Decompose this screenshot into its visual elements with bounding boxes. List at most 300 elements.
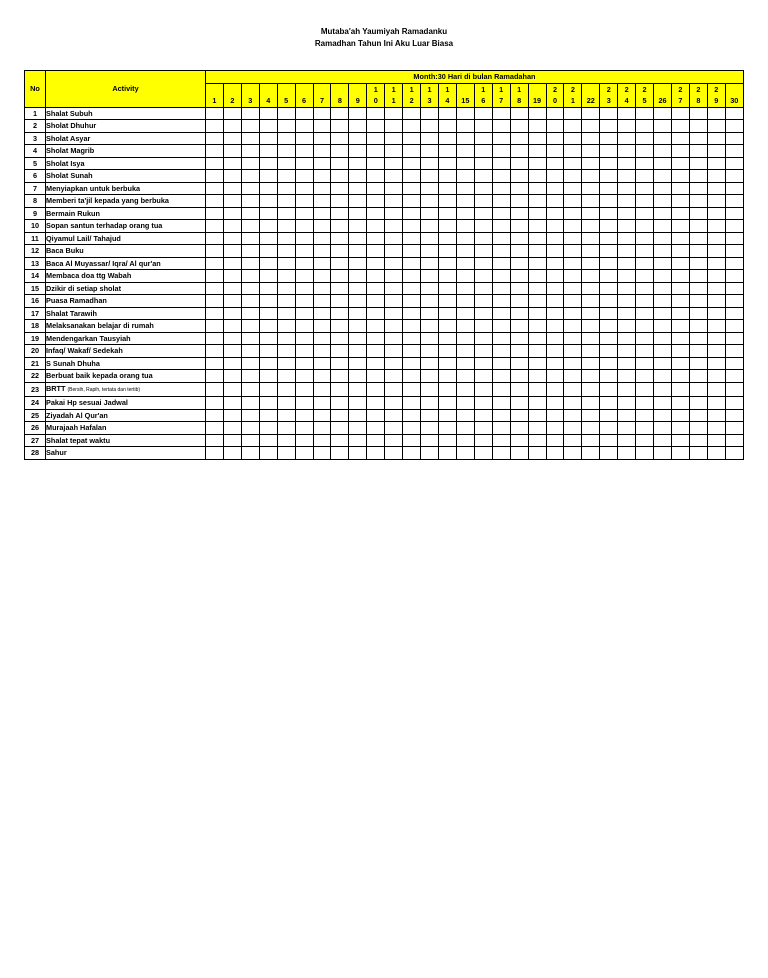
checkbox-cell[interactable]: [438, 295, 456, 308]
checkbox-cell[interactable]: [438, 257, 456, 270]
checkbox-cell[interactable]: [546, 220, 564, 233]
checkbox-cell[interactable]: [456, 245, 474, 258]
checkbox-cell[interactable]: [564, 270, 582, 283]
checkbox-cell[interactable]: [456, 120, 474, 133]
checkbox-cell[interactable]: [349, 370, 367, 383]
checkbox-cell[interactable]: [564, 232, 582, 245]
checkbox-cell[interactable]: [403, 220, 421, 233]
checkbox-cell[interactable]: [223, 447, 241, 460]
checkbox-cell[interactable]: [313, 422, 331, 435]
checkbox-cell[interactable]: [510, 370, 528, 383]
checkbox-cell[interactable]: [600, 132, 618, 145]
checkbox-cell[interactable]: [636, 345, 654, 358]
checkbox-cell[interactable]: [241, 282, 259, 295]
checkbox-cell[interactable]: [421, 409, 439, 422]
checkbox-cell[interactable]: [689, 182, 707, 195]
checkbox-cell[interactable]: [331, 207, 349, 220]
checkbox-cell[interactable]: [725, 332, 743, 345]
checkbox-cell[interactable]: [654, 120, 672, 133]
checkbox-cell[interactable]: [582, 257, 600, 270]
checkbox-cell[interactable]: [618, 409, 636, 422]
checkbox-cell[interactable]: [689, 270, 707, 283]
checkbox-cell[interactable]: [295, 145, 313, 158]
checkbox-cell[interactable]: [259, 345, 277, 358]
checkbox-cell[interactable]: [689, 422, 707, 435]
checkbox-cell[interactable]: [600, 145, 618, 158]
checkbox-cell[interactable]: [582, 307, 600, 320]
checkbox-cell[interactable]: [528, 257, 546, 270]
checkbox-cell[interactable]: [636, 207, 654, 220]
checkbox-cell[interactable]: [313, 107, 331, 120]
checkbox-cell[interactable]: [421, 120, 439, 133]
checkbox-cell[interactable]: [385, 182, 403, 195]
checkbox-cell[interactable]: [510, 195, 528, 208]
checkbox-cell[interactable]: [564, 332, 582, 345]
checkbox-cell[interactable]: [259, 422, 277, 435]
checkbox-cell[interactable]: [600, 257, 618, 270]
checkbox-cell[interactable]: [223, 132, 241, 145]
checkbox-cell[interactable]: [564, 107, 582, 120]
checkbox-cell[interactable]: [689, 170, 707, 183]
checkbox-cell[interactable]: [654, 422, 672, 435]
checkbox-cell[interactable]: [582, 120, 600, 133]
checkbox-cell[interactable]: [600, 120, 618, 133]
checkbox-cell[interactable]: [546, 195, 564, 208]
checkbox-cell[interactable]: [385, 270, 403, 283]
checkbox-cell[interactable]: [223, 382, 241, 397]
checkbox-cell[interactable]: [259, 270, 277, 283]
checkbox-cell[interactable]: [313, 382, 331, 397]
checkbox-cell[interactable]: [600, 195, 618, 208]
checkbox-cell[interactable]: [671, 257, 689, 270]
checkbox-cell[interactable]: [564, 207, 582, 220]
checkbox-cell[interactable]: [349, 282, 367, 295]
checkbox-cell[interactable]: [582, 182, 600, 195]
checkbox-cell[interactable]: [456, 270, 474, 283]
checkbox-cell[interactable]: [564, 245, 582, 258]
checkbox-cell[interactable]: [725, 397, 743, 410]
checkbox-cell[interactable]: [403, 434, 421, 447]
checkbox-cell[interactable]: [385, 307, 403, 320]
checkbox-cell[interactable]: [636, 132, 654, 145]
checkbox-cell[interactable]: [277, 220, 295, 233]
checkbox-cell[interactable]: [725, 132, 743, 145]
checkbox-cell[interactable]: [671, 145, 689, 158]
checkbox-cell[interactable]: [295, 295, 313, 308]
checkbox-cell[interactable]: [223, 257, 241, 270]
checkbox-cell[interactable]: [223, 182, 241, 195]
checkbox-cell[interactable]: [349, 207, 367, 220]
checkbox-cell[interactable]: [510, 382, 528, 397]
checkbox-cell[interactable]: [564, 382, 582, 397]
checkbox-cell[interactable]: [349, 332, 367, 345]
checkbox-cell[interactable]: [546, 257, 564, 270]
checkbox-cell[interactable]: [492, 195, 510, 208]
checkbox-cell[interactable]: [331, 370, 349, 383]
checkbox-cell[interactable]: [707, 232, 725, 245]
checkbox-cell[interactable]: [707, 345, 725, 358]
checkbox-cell[interactable]: [403, 422, 421, 435]
checkbox-cell[interactable]: [331, 195, 349, 208]
checkbox-cell[interactable]: [654, 157, 672, 170]
checkbox-cell[interactable]: [707, 107, 725, 120]
checkbox-cell[interactable]: [636, 220, 654, 233]
checkbox-cell[interactable]: [707, 434, 725, 447]
checkbox-cell[interactable]: [636, 370, 654, 383]
checkbox-cell[interactable]: [223, 107, 241, 120]
checkbox-cell[interactable]: [367, 195, 385, 208]
checkbox-cell[interactable]: [331, 132, 349, 145]
checkbox-cell[interactable]: [241, 332, 259, 345]
checkbox-cell[interactable]: [618, 232, 636, 245]
checkbox-cell[interactable]: [385, 295, 403, 308]
checkbox-cell[interactable]: [582, 270, 600, 283]
checkbox-cell[interactable]: [474, 120, 492, 133]
checkbox-cell[interactable]: [707, 397, 725, 410]
checkbox-cell[interactable]: [546, 307, 564, 320]
checkbox-cell[interactable]: [349, 120, 367, 133]
checkbox-cell[interactable]: [241, 182, 259, 195]
checkbox-cell[interactable]: [456, 320, 474, 333]
checkbox-cell[interactable]: [206, 345, 224, 358]
checkbox-cell[interactable]: [510, 232, 528, 245]
checkbox-cell[interactable]: [618, 120, 636, 133]
checkbox-cell[interactable]: [403, 397, 421, 410]
checkbox-cell[interactable]: [259, 357, 277, 370]
checkbox-cell[interactable]: [367, 120, 385, 133]
checkbox-cell[interactable]: [707, 195, 725, 208]
checkbox-cell[interactable]: [385, 132, 403, 145]
checkbox-cell[interactable]: [313, 170, 331, 183]
checkbox-cell[interactable]: [277, 120, 295, 133]
checkbox-cell[interactable]: [331, 157, 349, 170]
checkbox-cell[interactable]: [492, 270, 510, 283]
checkbox-cell[interactable]: [474, 157, 492, 170]
checkbox-cell[interactable]: [277, 232, 295, 245]
checkbox-cell[interactable]: [349, 320, 367, 333]
checkbox-cell[interactable]: [600, 434, 618, 447]
checkbox-cell[interactable]: [636, 307, 654, 320]
checkbox-cell[interactable]: [528, 120, 546, 133]
checkbox-cell[interactable]: [277, 434, 295, 447]
checkbox-cell[interactable]: [528, 357, 546, 370]
checkbox-cell[interactable]: [546, 447, 564, 460]
checkbox-cell[interactable]: [259, 132, 277, 145]
checkbox-cell[interactable]: [241, 345, 259, 358]
checkbox-cell[interactable]: [331, 422, 349, 435]
checkbox-cell[interactable]: [421, 132, 439, 145]
checkbox-cell[interactable]: [689, 207, 707, 220]
checkbox-cell[interactable]: [528, 345, 546, 358]
checkbox-cell[interactable]: [564, 182, 582, 195]
checkbox-cell[interactable]: [492, 232, 510, 245]
checkbox-cell[interactable]: [474, 107, 492, 120]
checkbox-cell[interactable]: [528, 320, 546, 333]
checkbox-cell[interactable]: [421, 332, 439, 345]
checkbox-cell[interactable]: [707, 132, 725, 145]
checkbox-cell[interactable]: [385, 245, 403, 258]
checkbox-cell[interactable]: [636, 145, 654, 158]
checkbox-cell[interactable]: [295, 332, 313, 345]
checkbox-cell[interactable]: [546, 382, 564, 397]
checkbox-cell[interactable]: [403, 120, 421, 133]
checkbox-cell[interactable]: [671, 107, 689, 120]
checkbox-cell[interactable]: [492, 370, 510, 383]
checkbox-cell[interactable]: [564, 370, 582, 383]
checkbox-cell[interactable]: [600, 170, 618, 183]
checkbox-cell[interactable]: [492, 382, 510, 397]
checkbox-cell[interactable]: [654, 220, 672, 233]
checkbox-cell[interactable]: [474, 345, 492, 358]
checkbox-cell[interactable]: [331, 320, 349, 333]
checkbox-cell[interactable]: [259, 195, 277, 208]
checkbox-cell[interactable]: [456, 397, 474, 410]
checkbox-cell[interactable]: [654, 195, 672, 208]
checkbox-cell[interactable]: [618, 397, 636, 410]
checkbox-cell[interactable]: [474, 397, 492, 410]
checkbox-cell[interactable]: [474, 370, 492, 383]
checkbox-cell[interactable]: [618, 245, 636, 258]
checkbox-cell[interactable]: [367, 145, 385, 158]
checkbox-cell[interactable]: [671, 357, 689, 370]
checkbox-cell[interactable]: [385, 170, 403, 183]
checkbox-cell[interactable]: [707, 422, 725, 435]
checkbox-cell[interactable]: [259, 295, 277, 308]
checkbox-cell[interactable]: [564, 257, 582, 270]
checkbox-cell[interactable]: [421, 170, 439, 183]
checkbox-cell[interactable]: [600, 295, 618, 308]
checkbox-cell[interactable]: [492, 320, 510, 333]
checkbox-cell[interactable]: [206, 295, 224, 308]
checkbox-cell[interactable]: [689, 195, 707, 208]
checkbox-cell[interactable]: [241, 157, 259, 170]
checkbox-cell[interactable]: [206, 382, 224, 397]
checkbox-cell[interactable]: [600, 320, 618, 333]
checkbox-cell[interactable]: [241, 207, 259, 220]
checkbox-cell[interactable]: [654, 397, 672, 410]
checkbox-cell[interactable]: [689, 220, 707, 233]
checkbox-cell[interactable]: [636, 245, 654, 258]
checkbox-cell[interactable]: [367, 245, 385, 258]
checkbox-cell[interactable]: [367, 434, 385, 447]
checkbox-cell[interactable]: [277, 370, 295, 383]
checkbox-cell[interactable]: [421, 257, 439, 270]
checkbox-cell[interactable]: [671, 270, 689, 283]
checkbox-cell[interactable]: [331, 220, 349, 233]
checkbox-cell[interactable]: [725, 320, 743, 333]
checkbox-cell[interactable]: [403, 232, 421, 245]
checkbox-cell[interactable]: [206, 170, 224, 183]
checkbox-cell[interactable]: [725, 120, 743, 133]
checkbox-cell[interactable]: [295, 320, 313, 333]
checkbox-cell[interactable]: [546, 409, 564, 422]
checkbox-cell[interactable]: [707, 170, 725, 183]
checkbox-cell[interactable]: [331, 170, 349, 183]
checkbox-cell[interactable]: [295, 270, 313, 283]
checkbox-cell[interactable]: [438, 382, 456, 397]
checkbox-cell[interactable]: [223, 422, 241, 435]
checkbox-cell[interactable]: [295, 447, 313, 460]
checkbox-cell[interactable]: [564, 397, 582, 410]
checkbox-cell[interactable]: [241, 447, 259, 460]
checkbox-cell[interactable]: [367, 397, 385, 410]
checkbox-cell[interactable]: [582, 370, 600, 383]
checkbox-cell[interactable]: [223, 307, 241, 320]
checkbox-cell[interactable]: [474, 409, 492, 422]
checkbox-cell[interactable]: [259, 145, 277, 158]
checkbox-cell[interactable]: [456, 409, 474, 422]
checkbox-cell[interactable]: [277, 307, 295, 320]
checkbox-cell[interactable]: [671, 295, 689, 308]
checkbox-cell[interactable]: [707, 182, 725, 195]
checkbox-cell[interactable]: [618, 145, 636, 158]
checkbox-cell[interactable]: [438, 207, 456, 220]
checkbox-cell[interactable]: [241, 270, 259, 283]
checkbox-cell[interactable]: [385, 220, 403, 233]
checkbox-cell[interactable]: [456, 382, 474, 397]
checkbox-cell[interactable]: [528, 207, 546, 220]
checkbox-cell[interactable]: [438, 107, 456, 120]
checkbox-cell[interactable]: [223, 397, 241, 410]
checkbox-cell[interactable]: [725, 345, 743, 358]
checkbox-cell[interactable]: [492, 422, 510, 435]
checkbox-cell[interactable]: [636, 409, 654, 422]
checkbox-cell[interactable]: [206, 447, 224, 460]
checkbox-cell[interactable]: [564, 132, 582, 145]
checkbox-cell[interactable]: [689, 107, 707, 120]
checkbox-cell[interactable]: [725, 257, 743, 270]
checkbox-cell[interactable]: [618, 332, 636, 345]
checkbox-cell[interactable]: [600, 220, 618, 233]
checkbox-cell[interactable]: [456, 357, 474, 370]
checkbox-cell[interactable]: [241, 107, 259, 120]
checkbox-cell[interactable]: [223, 295, 241, 308]
checkbox-cell[interactable]: [600, 157, 618, 170]
checkbox-cell[interactable]: [492, 282, 510, 295]
checkbox-cell[interactable]: [654, 182, 672, 195]
checkbox-cell[interactable]: [403, 307, 421, 320]
checkbox-cell[interactable]: [707, 207, 725, 220]
checkbox-cell[interactable]: [438, 357, 456, 370]
checkbox-cell[interactable]: [241, 257, 259, 270]
checkbox-cell[interactable]: [277, 332, 295, 345]
checkbox-cell[interactable]: [492, 107, 510, 120]
checkbox-cell[interactable]: [689, 370, 707, 383]
checkbox-cell[interactable]: [421, 357, 439, 370]
checkbox-cell[interactable]: [689, 345, 707, 358]
checkbox-cell[interactable]: [421, 207, 439, 220]
checkbox-cell[interactable]: [725, 170, 743, 183]
checkbox-cell[interactable]: [707, 307, 725, 320]
checkbox-cell[interactable]: [403, 157, 421, 170]
checkbox-cell[interactable]: [456, 107, 474, 120]
checkbox-cell[interactable]: [367, 157, 385, 170]
checkbox-cell[interactable]: [206, 195, 224, 208]
checkbox-cell[interactable]: [277, 382, 295, 397]
checkbox-cell[interactable]: [367, 257, 385, 270]
checkbox-cell[interactable]: [671, 332, 689, 345]
checkbox-cell[interactable]: [259, 434, 277, 447]
checkbox-cell[interactable]: [349, 357, 367, 370]
checkbox-cell[interactable]: [600, 245, 618, 258]
checkbox-cell[interactable]: [689, 307, 707, 320]
checkbox-cell[interactable]: [277, 107, 295, 120]
checkbox-cell[interactable]: [403, 345, 421, 358]
checkbox-cell[interactable]: [725, 282, 743, 295]
checkbox-cell[interactable]: [223, 245, 241, 258]
checkbox-cell[interactable]: [385, 157, 403, 170]
checkbox-cell[interactable]: [259, 282, 277, 295]
checkbox-cell[interactable]: [277, 447, 295, 460]
checkbox-cell[interactable]: [349, 307, 367, 320]
checkbox-cell[interactable]: [671, 170, 689, 183]
checkbox-cell[interactable]: [707, 145, 725, 158]
checkbox-cell[interactable]: [582, 357, 600, 370]
checkbox-cell[interactable]: [671, 382, 689, 397]
checkbox-cell[interactable]: [403, 447, 421, 460]
checkbox-cell[interactable]: [654, 320, 672, 333]
checkbox-cell[interactable]: [689, 320, 707, 333]
checkbox-cell[interactable]: [582, 447, 600, 460]
checkbox-cell[interactable]: [438, 132, 456, 145]
checkbox-cell[interactable]: [313, 397, 331, 410]
checkbox-cell[interactable]: [313, 295, 331, 308]
checkbox-cell[interactable]: [725, 295, 743, 308]
checkbox-cell[interactable]: [725, 422, 743, 435]
checkbox-cell[interactable]: [689, 232, 707, 245]
checkbox-cell[interactable]: [546, 370, 564, 383]
checkbox-cell[interactable]: [259, 397, 277, 410]
checkbox-cell[interactable]: [438, 145, 456, 158]
checkbox-cell[interactable]: [385, 282, 403, 295]
checkbox-cell[interactable]: [259, 257, 277, 270]
checkbox-cell[interactable]: [636, 270, 654, 283]
checkbox-cell[interactable]: [403, 207, 421, 220]
checkbox-cell[interactable]: [528, 409, 546, 422]
checkbox-cell[interactable]: [618, 107, 636, 120]
checkbox-cell[interactable]: [223, 170, 241, 183]
checkbox-cell[interactable]: [689, 120, 707, 133]
checkbox-cell[interactable]: [671, 345, 689, 358]
checkbox-cell[interactable]: [510, 107, 528, 120]
checkbox-cell[interactable]: [725, 307, 743, 320]
checkbox-cell[interactable]: [259, 370, 277, 383]
checkbox-cell[interactable]: [403, 295, 421, 308]
checkbox-cell[interactable]: [654, 245, 672, 258]
checkbox-cell[interactable]: [707, 409, 725, 422]
checkbox-cell[interactable]: [403, 132, 421, 145]
checkbox-cell[interactable]: [689, 332, 707, 345]
checkbox-cell[interactable]: [654, 332, 672, 345]
checkbox-cell[interactable]: [564, 295, 582, 308]
checkbox-cell[interactable]: [725, 157, 743, 170]
checkbox-cell[interactable]: [474, 145, 492, 158]
checkbox-cell[interactable]: [582, 132, 600, 145]
checkbox-cell[interactable]: [385, 422, 403, 435]
checkbox-cell[interactable]: [654, 207, 672, 220]
checkbox-cell[interactable]: [474, 270, 492, 283]
checkbox-cell[interactable]: [349, 409, 367, 422]
checkbox-cell[interactable]: [421, 295, 439, 308]
checkbox-cell[interactable]: [367, 220, 385, 233]
checkbox-cell[interactable]: [528, 132, 546, 145]
checkbox-cell[interactable]: [474, 282, 492, 295]
checkbox-cell[interactable]: [636, 434, 654, 447]
checkbox-cell[interactable]: [689, 145, 707, 158]
checkbox-cell[interactable]: [546, 397, 564, 410]
checkbox-cell[interactable]: [492, 307, 510, 320]
checkbox-cell[interactable]: [331, 245, 349, 258]
